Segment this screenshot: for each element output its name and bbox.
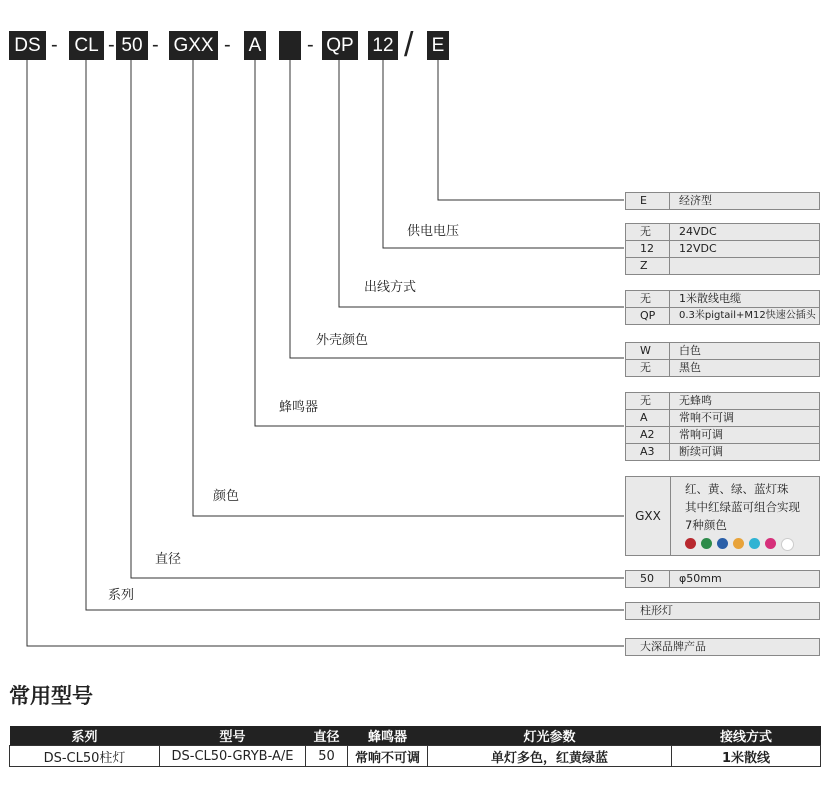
color-swatch-dot	[717, 538, 728, 549]
option-code: 12	[626, 241, 670, 257]
common-models-table	[9, 726, 821, 767]
code-shape: CL	[69, 31, 104, 60]
options-color	[625, 476, 820, 556]
option-code: Z	[626, 258, 670, 274]
header-diameter: 直径	[306, 726, 348, 746]
option-row	[626, 257, 819, 274]
option-row	[626, 343, 819, 359]
option-row	[626, 193, 819, 209]
label-housing-color: 外壳颜色	[316, 333, 369, 348]
cell-series: DS-CL50柱灯	[10, 746, 160, 767]
option-desc: 黑色	[679, 361, 701, 374]
cell-diameter: 50	[306, 746, 348, 767]
label-series: 系列	[108, 588, 135, 603]
option-code: 无	[626, 393, 670, 409]
option-code: QP	[626, 308, 670, 324]
option-code: 无	[626, 360, 670, 376]
option-desc: 白色	[679, 344, 701, 357]
code-housing	[279, 31, 301, 60]
code-color: GXX	[169, 31, 218, 60]
options-edition	[625, 192, 820, 210]
cell-buzzer: 常响不可调	[348, 746, 428, 767]
connector-wiring	[339, 60, 624, 307]
code-separator: -	[224, 34, 231, 56]
option-desc: 0.3米pigtail+M12快速公插头	[679, 310, 816, 321]
option-desc: 经济型	[679, 194, 712, 207]
table-row	[10, 746, 821, 767]
option-row	[626, 571, 819, 587]
connector-housing	[290, 60, 624, 358]
code-separator: -	[108, 34, 115, 56]
option-code: 无	[626, 224, 670, 240]
code-separator: -	[51, 34, 58, 56]
color-swatch-dot	[781, 538, 794, 551]
code-buzzer: A	[244, 31, 266, 60]
option-desc	[670, 258, 819, 274]
color-option-row	[626, 477, 819, 555]
color-swatches	[685, 538, 819, 551]
color-swatch-dot	[701, 538, 712, 549]
options-brand	[625, 638, 820, 656]
label-color: 颜色	[213, 489, 240, 504]
code-separator: -	[152, 34, 159, 56]
option-desc: φ50mm	[679, 572, 722, 585]
color-swatch-dot	[765, 538, 776, 549]
label-buzzer: 蜂鸣器	[279, 400, 319, 415]
code-slash: /	[404, 26, 414, 64]
option-row	[626, 393, 819, 409]
section-title-common-models: 常用型号	[9, 684, 93, 708]
color-swatch-dot	[733, 538, 744, 549]
options-wiring	[625, 290, 820, 325]
color-swatch-dot	[685, 538, 696, 549]
option-row	[626, 359, 819, 376]
color-code: GXX	[626, 477, 671, 555]
options-series	[625, 602, 820, 620]
header-wiring: 接线方式	[672, 726, 821, 746]
option-code: A2	[626, 427, 670, 443]
option-row	[626, 224, 819, 240]
header-series: 系列	[10, 726, 160, 746]
option-row	[626, 409, 819, 426]
color-desc-line: 红、黄、绿、蓝灯珠	[685, 482, 789, 496]
header-model: 型号	[160, 726, 306, 746]
code-series-prefix: DS	[9, 31, 46, 60]
series-text: 柱形灯	[640, 604, 673, 617]
options-diameter	[625, 570, 820, 588]
option-code: A3	[626, 444, 670, 460]
code-edition: E	[427, 31, 449, 60]
header-light-params: 灯光参数	[428, 726, 672, 746]
label-wiring: 出线方式	[364, 280, 417, 295]
option-code: E	[626, 193, 670, 209]
option-row	[626, 426, 819, 443]
label-supply-voltage: 供电电压	[407, 224, 460, 239]
option-desc: 常响不可调	[679, 411, 734, 424]
option-desc: 1米散线电缆	[679, 292, 741, 305]
option-row	[626, 443, 819, 460]
color-desc-line: 其中红绿蓝可组合实现	[685, 500, 800, 514]
connector-diameter	[131, 60, 624, 578]
option-row	[626, 291, 819, 307]
options-housing-color	[625, 342, 820, 377]
option-desc: 无蜂鸣	[679, 394, 712, 407]
option-desc: 常响可调	[679, 428, 723, 441]
label-diameter: 直径	[155, 552, 182, 567]
option-row	[626, 307, 819, 324]
option-desc: 12VDC	[679, 242, 717, 255]
color-description	[671, 477, 819, 555]
table-header-row	[10, 726, 821, 746]
code-wiring: QP	[322, 31, 358, 60]
connector-voltage	[383, 60, 624, 248]
options-buzzer	[625, 392, 820, 461]
header-buzzer: 蜂鸣器	[348, 726, 428, 746]
option-row	[626, 240, 819, 257]
cell-model: DS-CL50-GRYB-A/E	[160, 746, 306, 767]
options-supply-voltage	[625, 223, 820, 275]
code-voltage: 12	[368, 31, 398, 60]
color-swatch-dot	[749, 538, 760, 549]
connector-edition	[438, 60, 624, 200]
code-separator: -	[307, 34, 314, 56]
cell-light-params: 单灯多色，红黄绿蓝	[428, 746, 672, 767]
option-code: W	[626, 343, 670, 359]
color-desc-line: 7种颜色	[685, 518, 727, 532]
option-code: 50	[626, 571, 670, 587]
cell-wiring: 1米散线	[672, 746, 821, 767]
option-desc: 断续可调	[679, 445, 723, 458]
connector-buzzer	[255, 60, 624, 426]
brand-text: 大深品牌产品	[640, 640, 706, 653]
code-diameter: 50	[116, 31, 148, 60]
option-code: 无	[626, 291, 670, 307]
connector-brand	[27, 60, 624, 646]
option-desc: 24VDC	[679, 225, 717, 238]
option-code: A	[626, 410, 670, 426]
